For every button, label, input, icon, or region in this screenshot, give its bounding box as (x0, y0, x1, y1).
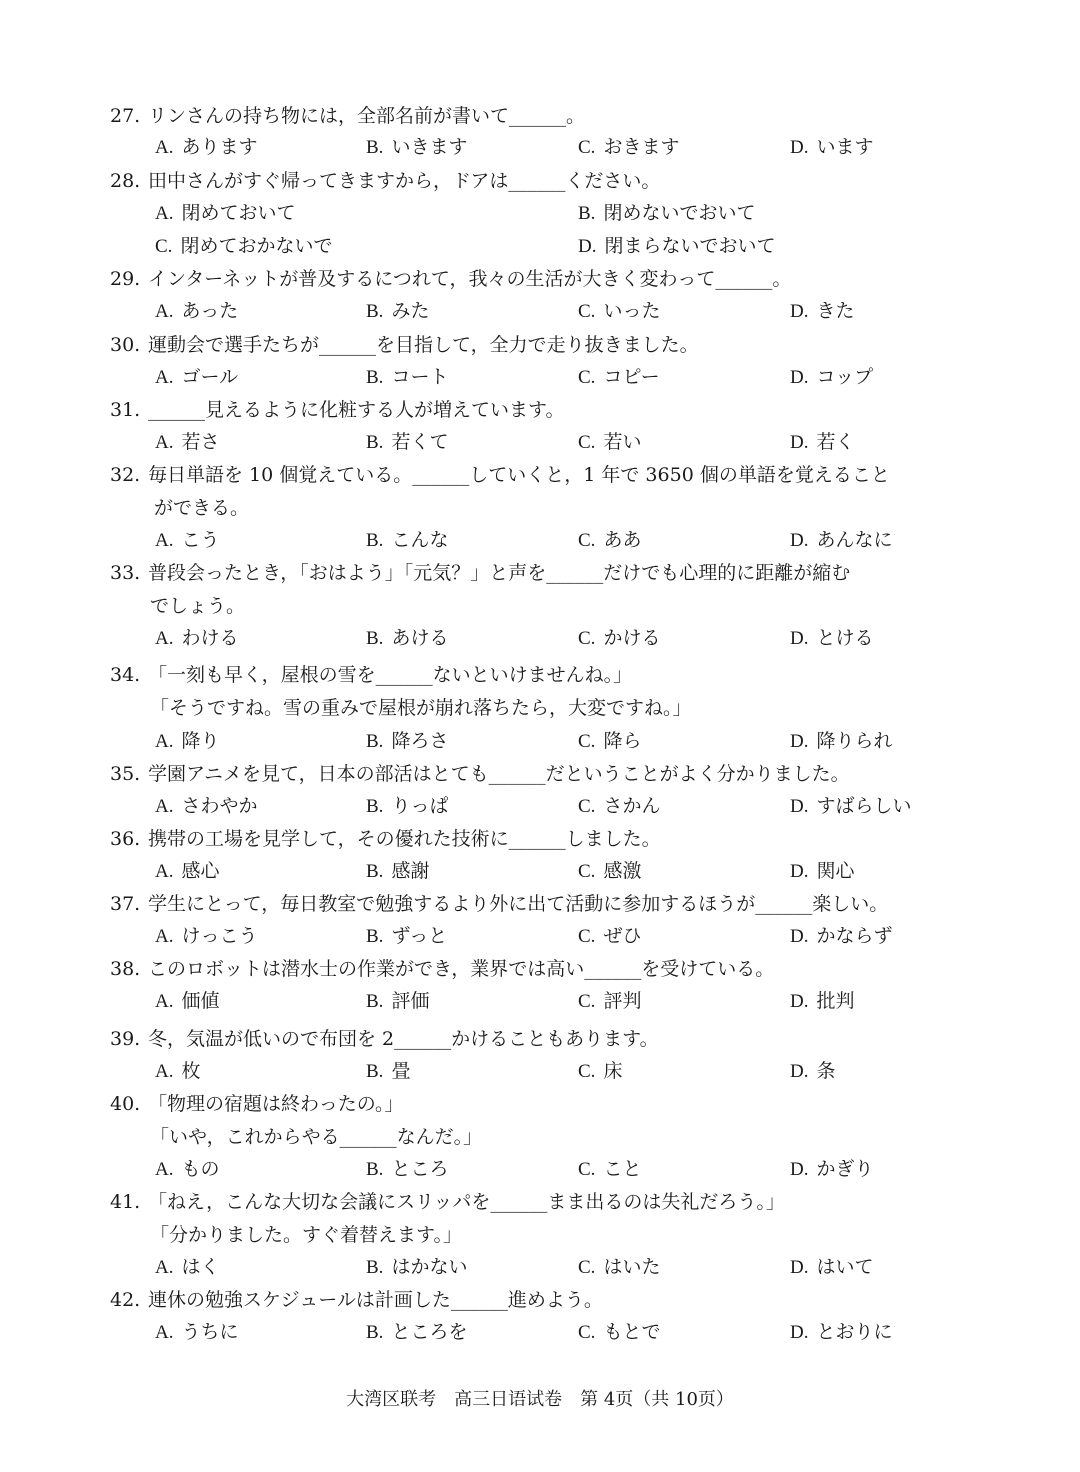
option-text: こと (603, 1158, 642, 1180)
question-stem-line (0, 760, 1080, 788)
option-b[interactable] (366, 363, 448, 392)
option-text: 降ろさ (391, 730, 449, 752)
option-text: さかん (603, 795, 661, 817)
question-text: 「分かりました。すぐ着替えます。」 (150, 1224, 462, 1246)
option-letter: D. (790, 367, 809, 388)
question-text: 冬，気温が低いので布団を 2______かけることもあります。 (148, 1028, 659, 1050)
option-d[interactable] (790, 1253, 874, 1282)
question-text: ができる。 (154, 497, 250, 519)
option-a[interactable] (155, 297, 238, 326)
question-stem-line (0, 694, 1080, 722)
question-text: 学園アニメを見て，日本の部活はとても______だということがよく分かりました。 (148, 763, 850, 785)
option-letter: B. (366, 926, 384, 947)
options-row (0, 297, 1080, 325)
option-letter: A. (155, 1061, 174, 1082)
options-row (0, 199, 1080, 227)
option-b[interactable] (366, 987, 429, 1016)
option-letter: C. (578, 731, 596, 752)
option-d[interactable] (790, 526, 893, 555)
question-number: 36. (110, 828, 141, 850)
option-letter: B. (366, 991, 384, 1012)
options-row (0, 727, 1080, 755)
options-row (0, 1253, 1080, 1281)
option-letter: A. (155, 861, 174, 882)
option-letter: C. (578, 137, 596, 158)
option-b[interactable] (366, 727, 448, 756)
question-number: 39. (110, 1028, 141, 1050)
question-stem-line (0, 1188, 1080, 1216)
option-letter: D. (790, 1322, 809, 1343)
question-number: 32. (110, 464, 141, 486)
option-text: かぎり (816, 1158, 874, 1180)
question-number: 40. (110, 1093, 141, 1115)
option-text: 閉めておかないで (180, 235, 333, 257)
option-a[interactable] (155, 1318, 239, 1347)
option-letter: C. (155, 236, 173, 257)
option-letter: C. (578, 1061, 596, 1082)
option-letter: B. (366, 731, 384, 752)
question-number: 33. (110, 562, 141, 584)
option-text: 感謝 (391, 860, 430, 882)
option-letter: D. (790, 991, 809, 1012)
options-row (0, 1318, 1080, 1346)
option-text: います (816, 136, 874, 158)
question-stem-line (0, 1123, 1080, 1151)
option-d[interactable] (790, 1318, 893, 1347)
option-b[interactable] (366, 1318, 467, 1347)
question-number: 31. (110, 399, 141, 421)
option-text: はいた (603, 1256, 661, 1278)
option-text: あります (181, 136, 258, 158)
option-c[interactable] (578, 1318, 660, 1347)
option-text: うちに (181, 1321, 239, 1343)
option-letter: C. (578, 628, 596, 649)
option-c[interactable] (578, 297, 660, 326)
option-c[interactable] (578, 987, 641, 1016)
question-number: 29. (110, 268, 141, 290)
option-a[interactable] (155, 792, 258, 821)
option-text: 若い (603, 431, 642, 453)
options-row (0, 624, 1080, 652)
option-b[interactable] (578, 199, 755, 228)
option-letter: C. (578, 926, 596, 947)
question-text: このロボットは潜水士の作業ができ，業界では高い______を受けている。 (148, 958, 775, 980)
question-stem-line (0, 331, 1080, 359)
option-letter: B. (366, 530, 384, 551)
option-letter: C. (578, 367, 596, 388)
question-stem-line (0, 265, 1080, 293)
option-b[interactable] (366, 428, 448, 457)
option-text: 評判 (603, 990, 642, 1012)
option-letter: A. (155, 731, 174, 752)
question-text: 「そうですね。雪の重みで屋根が崩れ落ちたら，大変ですね。」 (150, 697, 692, 719)
question-text: 「ねえ，こんな大切な会議にスリッパを______まま出るのは失礼だろう。」 (148, 1191, 785, 1213)
option-text: とける (816, 627, 874, 649)
option-b[interactable] (366, 1253, 467, 1282)
question-stem-line (0, 461, 1080, 489)
question-text: 毎日単語を 10 個覚えている。______していくと，1 年で 3650 個の単語を覚えること (148, 464, 890, 486)
option-letter: D. (790, 1257, 809, 1278)
option-text: もとで (603, 1321, 661, 1343)
option-text: こう (181, 529, 220, 551)
option-b[interactable] (366, 922, 447, 951)
option-letter: A. (155, 926, 174, 947)
option-d[interactable] (790, 363, 873, 392)
option-letter: C. (578, 530, 596, 551)
question-stem-line (0, 1221, 1080, 1249)
option-b[interactable] (366, 857, 429, 886)
option-letter: C. (578, 1257, 596, 1278)
question-number: 28. (110, 170, 141, 192)
option-letter: D. (790, 628, 809, 649)
option-letter: B. (366, 1159, 384, 1180)
question-stem-line (0, 661, 1080, 689)
option-letter: B. (366, 861, 384, 882)
option-text: おきます (603, 136, 680, 158)
option-text: もの (181, 1158, 220, 1180)
option-d[interactable] (790, 727, 893, 756)
option-letter: B. (366, 367, 384, 388)
option-text: 評価 (391, 990, 430, 1012)
question-stem-line (0, 559, 1080, 587)
option-text: ああ (603, 529, 642, 551)
option-text: 降りられ (816, 730, 893, 752)
question-text: 「いや，これからやる______なんだ。」 (150, 1126, 483, 1148)
option-letter: D. (790, 796, 809, 817)
option-text: 若さ (181, 431, 220, 453)
question-text: 「物理の宿題は終わったの。」 (148, 1093, 404, 1115)
options-row (0, 1057, 1080, 1085)
option-text: はいて (816, 1256, 874, 1278)
option-text: 条 (816, 1060, 836, 1082)
option-text: はかない (391, 1256, 468, 1278)
options-row (0, 526, 1080, 554)
option-a[interactable] (155, 428, 220, 457)
question-text: 携帯の工場を見学して，その優れた技術に______しました。 (148, 828, 661, 850)
option-d[interactable] (790, 1155, 874, 1184)
option-a[interactable] (155, 133, 258, 162)
option-text: わける (181, 627, 239, 649)
option-text: はく (181, 1256, 220, 1278)
option-text: 若くて (391, 431, 449, 453)
option-letter: A. (155, 137, 174, 158)
options-row (0, 1155, 1080, 1183)
option-a[interactable] (155, 526, 220, 555)
option-c[interactable] (578, 727, 641, 756)
option-letter: D. (790, 926, 809, 947)
options-row (0, 232, 1080, 260)
option-b[interactable] (366, 1155, 448, 1184)
option-text: 床 (603, 1060, 623, 1082)
question-number: 35. (110, 763, 141, 785)
option-a[interactable] (155, 1057, 201, 1086)
question-stem-line (0, 825, 1080, 853)
page-footer: 大湾区联考 高三日语试卷 第 4页（共 10页） (346, 1389, 734, 1410)
option-a[interactable] (155, 199, 296, 228)
option-b[interactable] (366, 133, 467, 162)
option-c[interactable] (578, 1253, 660, 1282)
option-text: コピー (603, 366, 660, 388)
question-text: でしょう。 (150, 595, 246, 617)
option-d[interactable] (790, 1057, 836, 1086)
option-c[interactable] (578, 624, 660, 653)
option-b[interactable] (366, 526, 448, 555)
option-text: 価値 (181, 990, 220, 1012)
option-text: みた (391, 300, 430, 322)
option-text: ぜひ (603, 925, 642, 947)
option-text: りっぱ (391, 795, 449, 817)
option-text: あんなに (816, 529, 893, 551)
option-letter: B. (366, 137, 384, 158)
question-text: リンさんの持ち物には，全部名前が書いて______。 (148, 105, 586, 127)
option-b[interactable] (366, 1057, 410, 1086)
option-a[interactable] (155, 624, 239, 653)
option-a[interactable] (155, 922, 258, 951)
option-text: すばらしい (816, 795, 912, 817)
option-text: ゴール (181, 366, 239, 388)
option-text: いった (603, 300, 661, 322)
option-letter: C. (578, 861, 596, 882)
option-letter: D. (790, 731, 809, 752)
question-stem-line (0, 167, 1080, 195)
option-b[interactable] (366, 792, 448, 821)
option-letter: A. (155, 367, 174, 388)
option-letter: D. (790, 1159, 809, 1180)
option-letter: A. (155, 301, 174, 322)
option-letter: A. (155, 1257, 174, 1278)
option-text: 降ら (603, 730, 642, 752)
option-d[interactable] (790, 297, 855, 326)
option-text: コート (391, 366, 449, 388)
question-stem-line (0, 396, 1080, 424)
question-text: 運動会で選手たちが______を目指して，全力で走り抜きました。 (148, 334, 699, 356)
option-letter: D. (790, 1061, 809, 1082)
option-d[interactable] (790, 624, 874, 653)
option-text: ずっと (391, 925, 448, 947)
options-row (0, 363, 1080, 391)
option-d[interactable] (578, 232, 776, 261)
options-row (0, 428, 1080, 456)
option-text: きた (816, 300, 855, 322)
option-c[interactable] (578, 792, 660, 821)
option-letter: A. (155, 530, 174, 551)
option-letter: B. (366, 432, 384, 453)
question-stem-line (0, 1025, 1080, 1053)
option-letter: B. (366, 1257, 384, 1278)
option-text: かける (603, 627, 661, 649)
question-number: 37. (110, 893, 141, 915)
question-stem-line (0, 494, 1080, 522)
question-number: 34. (110, 664, 141, 686)
option-a[interactable] (155, 363, 238, 392)
option-letter: A. (155, 432, 174, 453)
option-letter: A. (155, 1159, 174, 1180)
question-number: 41. (110, 1191, 141, 1213)
option-c[interactable] (578, 1155, 641, 1184)
option-text: 畳 (391, 1060, 411, 1082)
option-text: 閉めないでおいて (603, 202, 756, 224)
options-row (0, 857, 1080, 885)
option-d[interactable] (790, 857, 855, 886)
option-text: さわやか (181, 795, 258, 817)
option-letter: D. (790, 861, 809, 882)
option-letter: A. (155, 991, 174, 1012)
option-letter: B. (578, 203, 596, 224)
option-text: 若く (816, 431, 855, 453)
option-c[interactable] (155, 232, 332, 261)
option-d[interactable] (790, 792, 912, 821)
option-letter: A. (155, 203, 174, 224)
option-letter: C. (578, 796, 596, 817)
options-row (0, 987, 1080, 1015)
option-letter: B. (366, 628, 384, 649)
question-stem-line (0, 1286, 1080, 1314)
option-letter: C. (578, 432, 596, 453)
option-a[interactable] (155, 1155, 220, 1184)
question-text: インターネットが普及するにつれて，我々の生活が大きく変わって______。 (148, 268, 792, 290)
option-text: 関心 (816, 860, 855, 882)
question-number: 30. (110, 334, 141, 356)
option-text: こんな (391, 529, 449, 551)
option-c[interactable] (578, 133, 679, 162)
option-c[interactable] (578, 857, 641, 886)
option-letter: D. (790, 432, 809, 453)
option-letter: D. (790, 301, 809, 322)
option-b[interactable] (366, 297, 429, 326)
option-letter: C. (578, 991, 596, 1012)
option-letter: C. (578, 301, 596, 322)
option-letter: C. (578, 1322, 596, 1343)
question-number: 42. (110, 1289, 141, 1311)
option-letter: B. (366, 301, 384, 322)
option-letter: C. (578, 1159, 596, 1180)
question-text: 「一刻も早く，屋根の雪を______ないといけませんね。」 (148, 664, 633, 686)
option-a[interactable] (155, 987, 220, 1016)
option-text: ところを (391, 1321, 468, 1343)
option-c[interactable] (578, 363, 660, 392)
option-text: けっこう (181, 925, 258, 947)
option-c[interactable] (578, 526, 641, 555)
option-letter: B. (366, 1061, 384, 1082)
option-d[interactable] (790, 922, 893, 951)
option-text: 降り (181, 730, 220, 752)
question-stem-line (0, 1090, 1080, 1118)
option-letter: A. (155, 1322, 174, 1343)
question-text: ______見えるように化粧する人が増えています。 (148, 399, 565, 421)
option-text: あった (181, 300, 239, 322)
option-d[interactable] (790, 428, 855, 457)
option-c[interactable] (578, 922, 641, 951)
option-letter: D. (790, 137, 809, 158)
option-letter: D. (578, 236, 597, 257)
option-text: ところ (391, 1158, 449, 1180)
option-text: 感激 (603, 860, 642, 882)
option-text: 閉まらないでおいて (604, 235, 776, 257)
option-letter: A. (155, 628, 174, 649)
option-text: コップ (816, 366, 874, 388)
option-a[interactable] (155, 727, 220, 756)
option-text: 感心 (181, 860, 220, 882)
option-d[interactable] (790, 987, 855, 1016)
question-text: 普段会ったとき，「おはよう」「元気？」と声を______だけでも心理的に距離が縮む (148, 562, 851, 584)
option-letter: B. (366, 1322, 384, 1343)
question-text: 田中さんがすぐ帰ってきますから，ドアは______ください。 (148, 170, 661, 192)
question-number: 38. (110, 958, 141, 980)
option-b[interactable] (366, 624, 448, 653)
option-text: 枚 (181, 1060, 201, 1082)
options-row (0, 133, 1080, 161)
options-row (0, 792, 1080, 820)
question-stem-line (0, 890, 1080, 918)
option-text: 閉めておいて (181, 202, 296, 224)
option-a[interactable] (155, 1253, 220, 1282)
question-stem-line (0, 102, 1080, 130)
question-text: 学生にとって，毎日教室で勉強するより外に出て活動に参加するほうが______楽しい。 (148, 893, 889, 915)
question-number: 27. (110, 105, 141, 127)
option-text: とおりに (816, 1321, 893, 1343)
option-c[interactable] (578, 428, 641, 457)
option-text: 批判 (816, 990, 855, 1012)
question-text: 連休の勉強スケジュールは計画した______進めよう。 (148, 1289, 603, 1311)
option-text: かならず (816, 925, 893, 947)
option-text: いきます (391, 136, 468, 158)
option-d[interactable] (790, 133, 874, 162)
option-letter: A. (155, 796, 174, 817)
option-letter: D. (790, 530, 809, 551)
option-text: あける (391, 627, 449, 649)
option-c[interactable] (578, 1057, 622, 1086)
option-letter: B. (366, 796, 384, 817)
option-a[interactable] (155, 857, 220, 886)
question-stem-line (0, 955, 1080, 983)
question-stem-line (0, 592, 1080, 620)
options-row (0, 922, 1080, 950)
